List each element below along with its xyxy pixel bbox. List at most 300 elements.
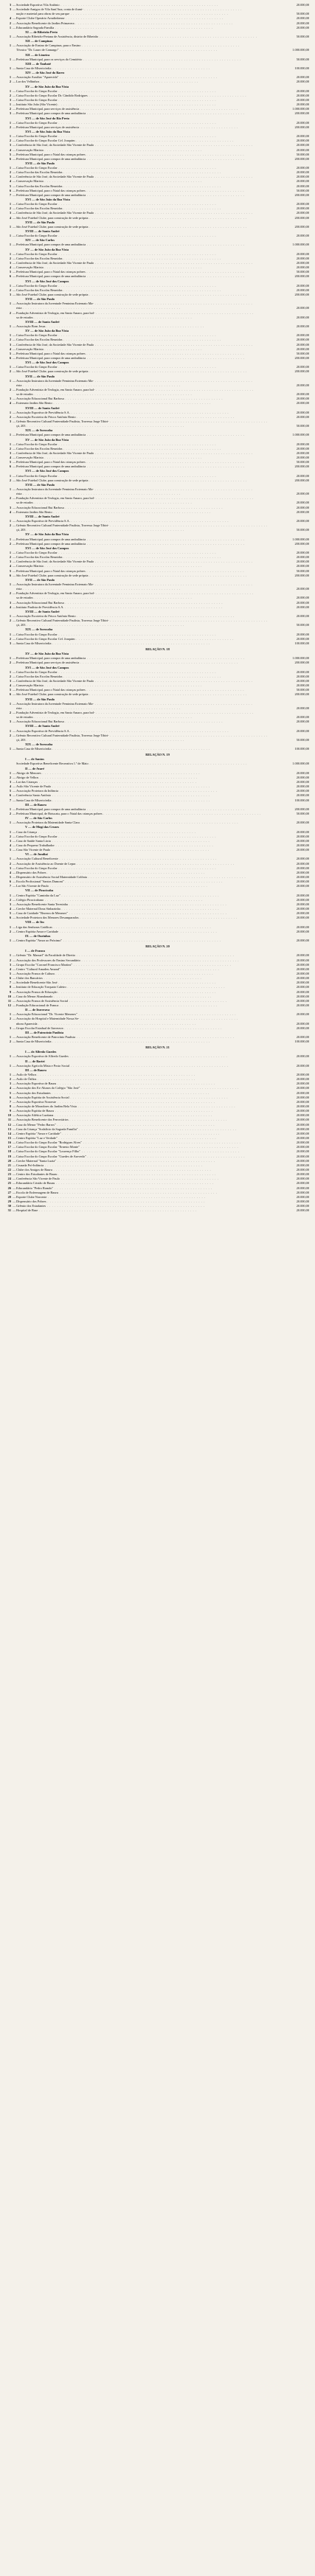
- entry-amount: 20.000,00: [276, 1132, 309, 1136]
- entry-text: Caixa Escolar das Escolas Reunidas . . .: [16, 447, 276, 451]
- entry-number: 19: [7, 1154, 11, 1158]
- entry-amount: 20.000,00: [276, 1149, 309, 1154]
- entry-number: 1: [9, 747, 11, 751]
- entry-number: 2: [9, 256, 11, 260]
- entry-text: Prefeitura Municipal, para compra de uma ambulância . . .: [16, 464, 276, 469]
- entry-number: 3: [9, 111, 11, 116]
- entry-amount: 20.000,00: [276, 555, 309, 560]
- entry-dash: —: [13, 102, 16, 107]
- entry-amount: 20.000,00: [276, 930, 309, 934]
- entry-number: 1: [9, 953, 11, 958]
- entry-dash: —: [13, 656, 16, 661]
- entry-dash: —: [13, 967, 16, 971]
- entry-text: Associação Instrutora da Juventude Feminina Externato Ma- . . .: [16, 487, 276, 492]
- entry-text: Santa Casa de Misericórdia . . .: [16, 798, 276, 803]
- entry-dash: —: [13, 464, 16, 469]
- entry-amount: 20.000,00: [276, 1118, 309, 1122]
- entry-number: 3: [9, 419, 11, 423]
- entry-dash: —: [13, 293, 16, 296]
- entry-number: 16: [7, 1141, 11, 1145]
- entry-text: Casa da Criança . . .: [16, 830, 276, 835]
- entry-text: XV — de São João da Boa Vista: [25, 84, 69, 88]
- entry-amount: 20.000,00: [276, 392, 309, 397]
- entry-amount: 100.000,00: [276, 747, 309, 751]
- entry-number: 11: [7, 998, 11, 1003]
- entry-dash: —: [13, 152, 16, 156]
- entry-text: São José Futebol Clube, para construção de sede própria . . .: [16, 574, 276, 578]
- entry-amount: 50.000,00: [276, 569, 309, 574]
- entry-text: Associação Educacional Rui Barbosa . . .: [16, 397, 276, 401]
- entry-dash: —: [13, 310, 16, 315]
- entry-number: 1: [9, 365, 11, 369]
- entry-amount: 20.000,00: [276, 1168, 309, 1172]
- entry-amount: 20.000,00: [276, 257, 309, 261]
- entry-amount: 20.000,00: [276, 880, 309, 884]
- entry-dash: —: [13, 355, 16, 360]
- entry-text: Prefeitura Municipal, para compra de uma ambulância . . .: [16, 356, 276, 361]
- entry-amount: 20.000,00: [276, 26, 309, 30]
- entry-dash: —: [13, 519, 16, 523]
- entry-text: Associação Beneficente dos Ferroviários . . .: [16, 1118, 276, 1122]
- entry-dash: —: [13, 1113, 16, 1118]
- entry-text: Associação Esportiva de Previdência S.A. . . .: [16, 519, 276, 523]
- entry-number: 1: [9, 487, 11, 492]
- entry-number: 2: [9, 288, 11, 292]
- entry-dash: —: [13, 564, 16, 568]
- entry-dash: —: [13, 261, 16, 265]
- entry-number: 1: [9, 410, 11, 414]
- entry-dash: —: [13, 1158, 16, 1163]
- entry-text: RELAÇÃO N. 19: [145, 753, 170, 757]
- entry-amount: 20.000,00: [276, 21, 309, 26]
- entry-number: 2: [9, 338, 11, 342]
- entry-text: Conservação Marista . . .: [16, 148, 276, 153]
- entry-text: rista . . .: [16, 492, 276, 496]
- entry-number: 28: [7, 1194, 11, 1199]
- entry-text: Educandário Sagrada Família . . .: [16, 26, 276, 30]
- entry-number: 1: [9, 34, 11, 38]
- entry-amount: 20.000,00: [276, 821, 309, 825]
- entry-dash: —: [13, 976, 16, 981]
- entry-amount: 20.000,00: [276, 102, 309, 107]
- entry-number: 5: [9, 911, 11, 916]
- entry-text: XV — de São João da Boa Vista: [25, 652, 69, 656]
- entry-dash: —: [13, 1073, 16, 1077]
- entry-dash: —: [13, 636, 16, 641]
- entry-text: XVII — de São Paulo: [25, 161, 55, 165]
- entry-number: 1: [9, 302, 11, 306]
- entry-dash: —: [13, 1186, 16, 1190]
- entry-text: RELAÇÃO N. 20: [145, 944, 170, 949]
- entry-amount: 20.000,00: [276, 265, 309, 270]
- entry-number: 1: [9, 66, 11, 70]
- entry-text: XIX — de Sorocaba: [25, 627, 53, 632]
- entry-dash: —: [13, 401, 16, 405]
- entry-number: 18: [7, 1149, 11, 1154]
- entry-dash: —: [13, 206, 16, 211]
- entry-number: 26: [7, 1186, 11, 1190]
- entry-amount: 20.000,00: [276, 510, 309, 515]
- entry-text: Conservação Marista . . .: [16, 564, 276, 568]
- entry-text: XVI — de São José dos Campos: [25, 361, 69, 365]
- entry-text: Associação de Ensino de Campinas, para o Ensino . . .: [16, 43, 276, 48]
- entry-number: 9: [9, 989, 11, 994]
- entry-dash: —: [13, 215, 16, 220]
- entry-text: Casa da Criança "Sodalício da Sagrada Família" . . .: [16, 1127, 276, 1132]
- entry-amount: 200.000,00: [276, 369, 309, 374]
- entry-amount: 100.000,00: [276, 798, 309, 803]
- entry-number: 1: [9, 1073, 11, 1077]
- entry-text: Grêmio Recreativo Cultural Fraternidade Paulista, Travessa Jorge Tibiri- . . .: [16, 420, 276, 424]
- entry-amount: 20.000,00: [276, 1155, 309, 1159]
- entry-text: XVII — de São Paulo: [25, 220, 55, 224]
- entry-amount: 20.000,00: [276, 316, 309, 320]
- entry-text: Grupo Escolar "Coronel Francisco Martins" . . .: [16, 963, 276, 967]
- entry-amount: 50.000,00: [276, 270, 309, 274]
- entry-amount: 20.000,00: [276, 551, 309, 555]
- entry-dash: —: [13, 701, 16, 706]
- entry-number: 3: [9, 1082, 11, 1086]
- entry-amount: 20.000,00: [276, 474, 309, 478]
- entry-dash: —: [13, 1163, 16, 1167]
- entry-number: 1: [9, 134, 11, 139]
- entry-dash: —: [13, 419, 16, 423]
- entry-dash: —: [13, 929, 16, 933]
- entry-dash: —: [13, 775, 16, 779]
- entry-text: III — de Bauru: [25, 802, 46, 807]
- entry-amount: 20.000,00: [276, 1012, 309, 1017]
- entry-number: 2: [9, 1017, 11, 1021]
- entry-dash: —: [13, 1118, 16, 1122]
- entry-text: Associação Franca de Cultura . . .: [16, 972, 276, 976]
- entry-number: 4: [9, 215, 11, 220]
- entry-text: Associação Beneficente de Patrocínio Paulista . . .: [16, 1035, 276, 1040]
- entry-dash: —: [13, 324, 16, 328]
- entry-number: 25: [7, 1181, 11, 1186]
- entry-dash: —: [13, 57, 16, 61]
- entry-number: 6: [9, 464, 11, 469]
- entry-dash: —: [13, 875, 16, 879]
- entry-text: Prefeitura Municipal, para o Natal das crianças pobres . . .: [16, 460, 276, 464]
- entry-amount: 20.000,00: [276, 939, 309, 943]
- entry-number: 5: [9, 152, 11, 156]
- entry-amount: 20.000,00: [276, 963, 309, 967]
- entry-number: 1: [9, 378, 11, 383]
- entry-amount: 20.000,00: [276, 1181, 309, 1186]
- entry-amount: 20.000,00: [276, 1096, 309, 1100]
- entry-number: 1: [9, 656, 11, 661]
- entry-number: 1: [9, 102, 11, 107]
- entry-number: 1: [9, 88, 11, 93]
- entry-dash: —: [13, 613, 16, 618]
- entry-text: Conferência Santo Antônio . . .: [16, 793, 276, 798]
- entry-number: 5: [9, 848, 11, 852]
- entry-number: 1: [9, 43, 11, 48]
- entry-dash: —: [13, 66, 16, 70]
- entry-dash: —: [13, 591, 16, 596]
- entry-dash: —: [13, 971, 16, 975]
- entry-text: Centro dos Estudantes de Bauru . . .: [16, 1172, 276, 1177]
- entry-text: Associação Bom Jesus . . .: [16, 324, 276, 329]
- entry-amount: 20.000,00: [276, 1100, 309, 1104]
- entry-amount: 20.000,00: [276, 830, 309, 835]
- entry-number: 1: [9, 251, 11, 256]
- entry-amount: 20.000,00: [276, 397, 309, 401]
- entry-amount: 50.000,00: [276, 460, 309, 464]
- entry-text: Caixa Escolar das Escolas Reunidas . . .: [16, 555, 276, 560]
- entry-amount: 20.000,00: [276, 519, 309, 523]
- entry-amount: 200.000,00: [276, 293, 309, 297]
- entry-number: 4: [9, 843, 11, 848]
- entry-dash: —: [13, 1017, 16, 1021]
- entry-dash: —: [13, 43, 16, 48]
- entry-dash: —: [13, 16, 16, 21]
- entry-number: 21: [7, 1163, 11, 1167]
- entry-text: III — de Bauru: [25, 1068, 46, 1072]
- entry-number: 4: [9, 870, 11, 874]
- entry-amount: 20.000,00: [276, 134, 309, 139]
- entry-text: nhora Aparecida . . .: [16, 1022, 276, 1026]
- entry-dash: —: [13, 365, 16, 369]
- entry-text: Caixa Escolar do Grupo Escolar . . .: [16, 202, 276, 206]
- entry-text: rista . . .: [16, 306, 276, 310]
- entry-text: XII — de Limeira: [25, 52, 50, 57]
- entry-number: 7: [9, 798, 11, 802]
- entry-text: Conferência de São José, da Sociedade São Vicente de Paulo . . .: [16, 143, 276, 147]
- entry-text: Creche Maternal "Santa Luzia" . . .: [16, 1159, 276, 1163]
- entry-number: 1: [9, 537, 11, 541]
- entry-number: 6: [9, 692, 11, 697]
- entry-dash: —: [13, 1181, 16, 1186]
- entry-text: III — de Patrocínio Paulista: [25, 1030, 64, 1034]
- entry-amount: 20.000,00: [276, 1003, 309, 1008]
- entry-amount: 20.000,00: [276, 587, 309, 591]
- entry-number: 2: [9, 897, 11, 902]
- entry-dash: —: [13, 861, 16, 866]
- entry-line: [6, 939, 309, 943]
- entry-amount: 20.000,00: [276, 252, 309, 257]
- entry-dash: —: [13, 692, 16, 697]
- entry-amount: 20.000,00: [276, 284, 309, 288]
- entry-amount: 20.000,00: [276, 894, 309, 898]
- entry-text: Conferência de São José, da Sociedade São Vicente de Paulo . . .: [16, 679, 276, 683]
- entry-amount: 20.000,00: [276, 1073, 309, 1077]
- entry-text: Santa Casa de Misericórdia . . .: [16, 747, 276, 751]
- entry-number: 2: [9, 523, 11, 528]
- entry-amount: 20.000,00: [276, 447, 309, 451]
- entry-dash: —: [13, 1141, 16, 1145]
- entry-text: Santa Casa de Misericórdia . . .: [16, 1040, 276, 1044]
- entry-amount: 20.000,00: [276, 333, 309, 338]
- entry-amount: 1.000.000,00: [276, 656, 309, 661]
- entry-text: Centro Espírita Amor e Caridade . . .: [16, 930, 276, 934]
- entry-dash: —: [13, 688, 16, 692]
- entry-amount: 20.000,00: [276, 866, 309, 871]
- entry-text: Grêmio Recreativo Cultural Fraternidade Paulista, Travessa Jorge Tibiri- . . .: [16, 523, 276, 528]
- entry-text: Conservação Marista . . .: [16, 265, 276, 270]
- entry-text: Caixa Escolar do Grupo Escolar "Ernesto Monte" . . .: [16, 1145, 276, 1149]
- entry-number: 10: [7, 994, 11, 998]
- entry-number: 1: [9, 669, 11, 674]
- entry-text: Prefeitura Municipal, para compra de uma ambulância . . .: [16, 537, 276, 542]
- entry-text: XVIII — de Santo André: [25, 229, 60, 234]
- entry-text: XVII — de São Paulo: [25, 374, 55, 378]
- entry-amount: 20.000,00: [276, 862, 309, 866]
- entry-text: Associação Instrutora da Juventude Feminina Externato Ma- . . .: [16, 582, 276, 587]
- entry-number: 1: [9, 442, 11, 446]
- entry-amount: 20.000,00: [276, 793, 309, 798]
- entry-number: 3: [9, 1026, 11, 1030]
- entry-text: Caixa Escolar do Grupo Escolar "Rodrigues Alves" . . .: [16, 1141, 276, 1145]
- entry-number: 2: [9, 369, 11, 374]
- entry-dash: —: [13, 720, 16, 724]
- entry-number: 2: [9, 125, 11, 129]
- entry-number: 6: [9, 916, 11, 920]
- entry-amount: 20.000,00: [276, 857, 309, 861]
- entry-text: Prefeitura Municipal, para compra de uma ambulância . . .: [16, 433, 276, 437]
- entry-dash: —: [13, 1136, 16, 1141]
- entry-dash: —: [13, 710, 16, 714]
- entry-amount: 200.000,00: [276, 274, 309, 279]
- entry-text: Prefeitura Municipal, para compra de uma ambulância . . .: [16, 193, 276, 198]
- entry-amount: 200.000,00: [276, 807, 309, 812]
- entry-number: 2: [9, 541, 11, 546]
- entry-dash: —: [13, 1095, 16, 1099]
- entry-amount: 20.000,00: [276, 1113, 309, 1118]
- entry-dash: —: [13, 397, 16, 401]
- entry-text: São José Futebol Clube, para construção de sede própria . . .: [16, 225, 276, 229]
- entry-dash: —: [13, 302, 16, 306]
- entry-dash: —: [13, 414, 16, 419]
- entry-amount: 20.000,00: [276, 925, 309, 930]
- entry-text: Prefeitura Municipal, para compra de uma ambulância . . .: [16, 243, 276, 247]
- entry-number: 3: [9, 261, 11, 265]
- entry-amount: 20.000,00: [276, 601, 309, 605]
- entry-dash: —: [13, 843, 16, 848]
- entry-amount: 200.000,00: [276, 216, 309, 220]
- entry-amount: 20.000,00: [276, 995, 309, 999]
- entry-text: VII — de Piracicaba: [25, 888, 54, 893]
- entry-amount: 50.000,00: [276, 189, 309, 193]
- entry-number: 27: [7, 1190, 11, 1194]
- entry-text: Conservação Marista . . .: [16, 179, 276, 184]
- entry-number: 1: [9, 433, 11, 437]
- entry-dash: —: [13, 683, 16, 688]
- entry-text: Asilo São Vicente de Paulo . . .: [16, 784, 276, 789]
- entry-amount: 200.000,00: [276, 464, 309, 469]
- entry-dash: —: [13, 605, 16, 609]
- entry-number: 1: [9, 857, 11, 861]
- entry-text: Santa Casa de Misericórdia . . .: [16, 641, 276, 646]
- entry-amount: 20.000,00: [276, 1208, 309, 1213]
- entry-dash: —: [13, 747, 16, 751]
- entry-text: Fundação Adventista de Teologia, em Santo Amaro, para bol- . . .: [16, 711, 276, 715]
- entry-dash: —: [13, 97, 16, 102]
- entry-dash: —: [13, 1149, 16, 1154]
- entry-dash: —: [13, 509, 16, 514]
- entry-amount: 20.000,00: [276, 981, 309, 985]
- entry-text: Associação Franca de Educação . . .: [16, 990, 276, 995]
- entry-amount: 20.000,00: [276, 614, 309, 619]
- entry-number: 4: [9, 564, 11, 568]
- entry-number: 17: [7, 1145, 11, 1149]
- entry-number: 1: [9, 57, 11, 61]
- entry-dash: —: [13, 3, 16, 7]
- entry-amount: 50.000,00: [276, 528, 309, 532]
- entry-text: Associação Ribeirão-Pretana de Assistência, distrito de Ribeirão . . .: [16, 35, 276, 39]
- entry-number: 3: [9, 780, 11, 784]
- entry-amount: 20.000,00: [276, 835, 309, 839]
- entry-amount: 20.000,00: [276, 1104, 309, 1109]
- entry-text: Conferência de São José, da Sociedade São Vicente de Paulo . . .: [16, 451, 276, 456]
- entry-dash: —: [13, 7, 16, 12]
- entry-dash: —: [13, 188, 16, 192]
- entry-number: 1: [9, 632, 11, 636]
- entry-text: Abrigo de Velhos . . .: [16, 776, 276, 780]
- entry-text: XV — de São João da Boa Vista: [25, 247, 69, 251]
- entry-dash: —: [13, 1109, 16, 1113]
- entry-number: 1: [9, 473, 11, 478]
- entry-text: XIV — de São José do Barro: [25, 71, 65, 75]
- entry-number: 6: [9, 793, 11, 798]
- entry-text: Fundação Adventista de Teologia, em Santo Amaro, para bol- . . .: [16, 591, 276, 596]
- entry-amount: 20.000,00: [276, 211, 309, 215]
- entry-number: 2: [9, 812, 11, 816]
- entry-text: XIX — de Sorocaba: [25, 428, 53, 433]
- entry-dash: —: [13, 733, 16, 737]
- entry-number: 3: [9, 175, 11, 179]
- entry-dash: —: [13, 433, 16, 437]
- entry-number: 2: [9, 107, 11, 111]
- entry-number: 1: [9, 1034, 11, 1039]
- entry-text: Associação Esportiva de Previdência S.A. . . .: [16, 411, 276, 415]
- entry-dash: —: [13, 1127, 16, 1131]
- entry-dash: —: [13, 541, 16, 546]
- entry-number: 5: [9, 460, 11, 464]
- entry-dash: —: [13, 224, 16, 229]
- entry-amount: 20.000,00: [276, 139, 309, 143]
- entry-dash: —: [13, 147, 16, 152]
- entry-number: 3: [9, 293, 11, 296]
- entry-text: Prefeitura Municipal, para compra de uma ambulância . . .: [16, 807, 276, 812]
- entry-dash: —: [13, 265, 16, 270]
- entry-number: 3: [9, 7, 11, 12]
- entry-dash: —: [13, 351, 16, 355]
- entry-dash: —: [13, 884, 16, 888]
- entry-amount: 20.000,00: [276, 1127, 309, 1132]
- entry-text: São José Futebol Clube, para construção de sede própria . . .: [16, 369, 276, 374]
- entry-text: Prefeitura Municipal, para o Natal das crianças pobres . . .: [16, 270, 276, 274]
- entry-dash: —: [13, 93, 16, 97]
- entry-number: 2: [9, 170, 11, 175]
- entry-text: Centro "Cultural Amadeu Amaral" . . .: [16, 967, 276, 972]
- entry-amount: 20.000,00: [276, 94, 309, 98]
- entry-text: Educandário "Pedro Romão" . . .: [16, 1186, 276, 1191]
- entry-dash: —: [13, 88, 16, 93]
- entry-amount: 50.000,00: [276, 623, 309, 627]
- entry-amount: 20.000,00: [276, 288, 309, 293]
- entry-amount: 20.000,00: [276, 306, 309, 310]
- entry-number: 3: [9, 560, 11, 564]
- entry-text: Prefeitura Municipal, para serviços de assistência . . .: [16, 107, 276, 111]
- entry-dash: —: [13, 487, 16, 492]
- entry-dash: —: [13, 770, 16, 775]
- entry-dash: —: [13, 641, 16, 645]
- entry-amount: 20.000,00: [276, 1191, 309, 1195]
- entry-text: Técnico "Dr. Lauro de Camargo" . . .: [16, 48, 276, 52]
- entry-number: 1: [9, 25, 11, 29]
- entry-number: 2: [9, 1040, 11, 1044]
